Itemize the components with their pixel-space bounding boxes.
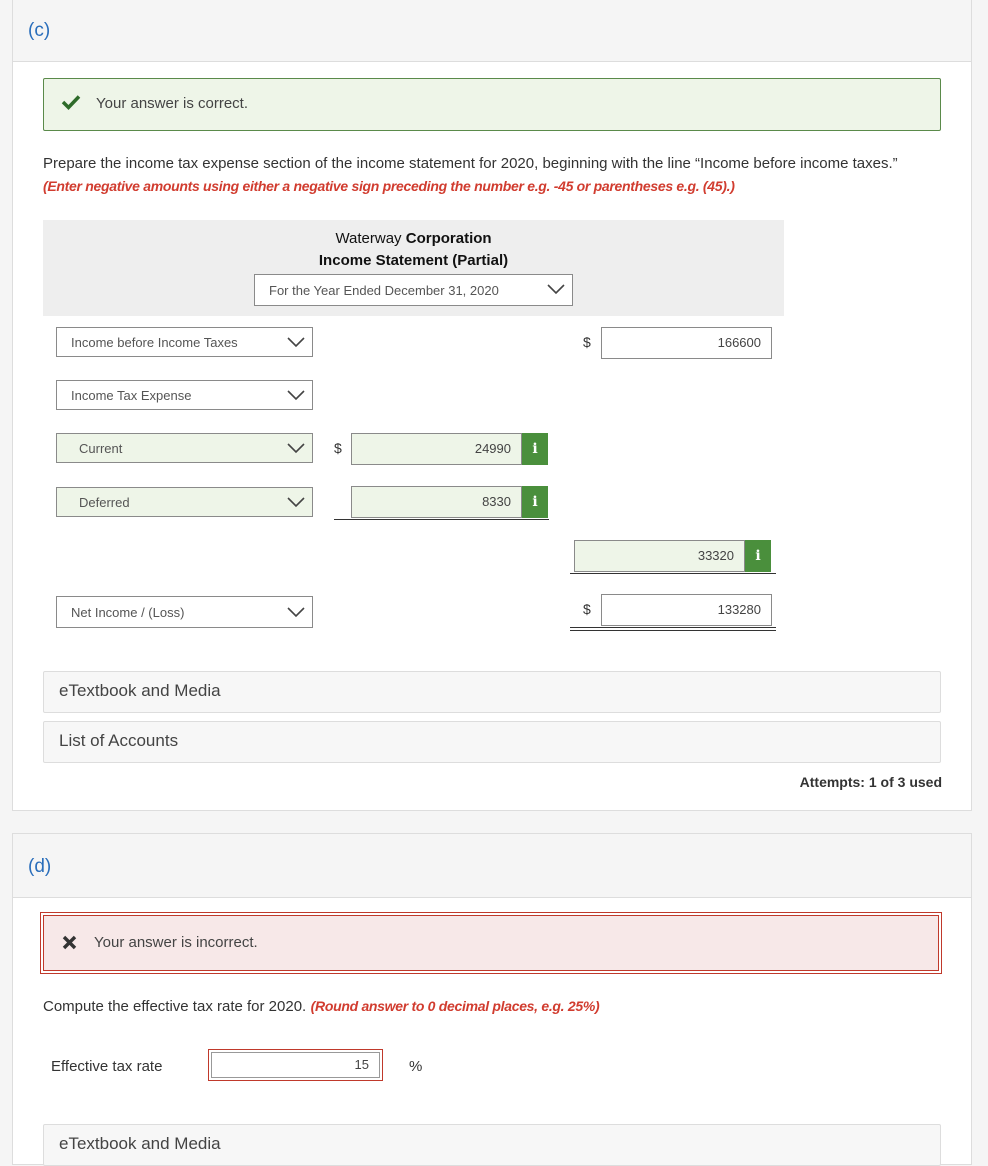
part-label: (d): [28, 856, 52, 877]
info-icon[interactable]: i: [745, 540, 771, 572]
total-rule: [570, 573, 776, 574]
currency-symbol: $: [583, 601, 591, 617]
current-tax-input[interactable]: 24990: [351, 433, 522, 465]
row-label-select[interactable]: Deferred: [56, 487, 313, 517]
chevron-down-icon: [287, 441, 305, 455]
field-label: Effective tax rate: [51, 1058, 163, 1075]
chevron-down-icon: [287, 495, 305, 509]
part-c-panel: [12, 0, 972, 811]
double-rule-bottom: [570, 630, 776, 631]
double-rule-top: [570, 627, 776, 628]
feedback-text: Your answer is correct.: [96, 95, 249, 112]
company-name: Waterway Corporation: [335, 230, 492, 247]
incorrect-feedback-banner: [43, 915, 939, 971]
part-c-header: [13, 0, 971, 62]
chevron-down-icon: [287, 335, 305, 349]
feedback-text: Your answer is incorrect.: [94, 934, 258, 951]
subtotal-rule: [334, 519, 549, 520]
x-icon: [62, 935, 77, 950]
row-label-select[interactable]: Income Tax Expense: [56, 380, 313, 410]
period-select[interactable]: For the Year Ended December 31, 2020: [254, 274, 573, 306]
list-of-accounts-link[interactable]: List of Accounts: [43, 721, 941, 763]
statement-header: [43, 220, 784, 316]
attempts-counter: Attempts: 1 of 3 used: [799, 774, 942, 790]
row-label-select[interactable]: Current: [56, 433, 313, 463]
info-icon[interactable]: i: [522, 433, 548, 465]
instruction-hint: (Enter negative amounts using either a negative sign preceding the number e.g. -45 or parentheses e.g. (45).): [43, 178, 735, 194]
deferred-tax-input[interactable]: 8330: [351, 486, 522, 518]
part-d-header: [13, 834, 971, 898]
statement-title: Income Statement (Partial): [318, 252, 509, 269]
etextbook-link[interactable]: eTextbook and Media: [43, 1124, 941, 1166]
part-label: (c): [28, 20, 51, 41]
net-income-input[interactable]: 133280: [601, 594, 772, 626]
chevron-down-icon: [287, 388, 305, 402]
etextbook-link[interactable]: eTextbook and Media: [43, 671, 941, 713]
row-label-select[interactable]: Income before Income Taxes: [56, 327, 313, 357]
chevron-down-icon: [547, 282, 565, 296]
chevron-down-icon: [287, 605, 305, 619]
check-icon: [61, 94, 81, 110]
question-text: Compute the effective tax rate for 2020. (Round answer to 0 decimal places, e.g. 25%): [43, 998, 600, 1015]
instruction-hint: (Round answer to 0 decimal places, e.g. 25%): [310, 998, 600, 1014]
effective-tax-rate-input[interactable]: 15: [211, 1052, 380, 1078]
income-before-taxes-input[interactable]: 166600: [601, 327, 772, 359]
question-text: Prepare the income tax expense section of the income statement for 2020, beginning with the line “Income before income taxes.”: [43, 155, 898, 172]
info-icon[interactable]: i: [522, 486, 548, 518]
part-d-panel: [12, 833, 972, 1165]
error-outline: [208, 1049, 383, 1081]
percent-symbol: %: [409, 1058, 423, 1075]
currency-symbol: $: [583, 334, 591, 350]
total-tax-expense-input[interactable]: 33320: [574, 540, 745, 572]
row-label-select[interactable]: Net Income / (Loss): [56, 596, 313, 628]
currency-symbol: $: [334, 440, 342, 456]
correct-feedback-banner: [43, 78, 941, 131]
